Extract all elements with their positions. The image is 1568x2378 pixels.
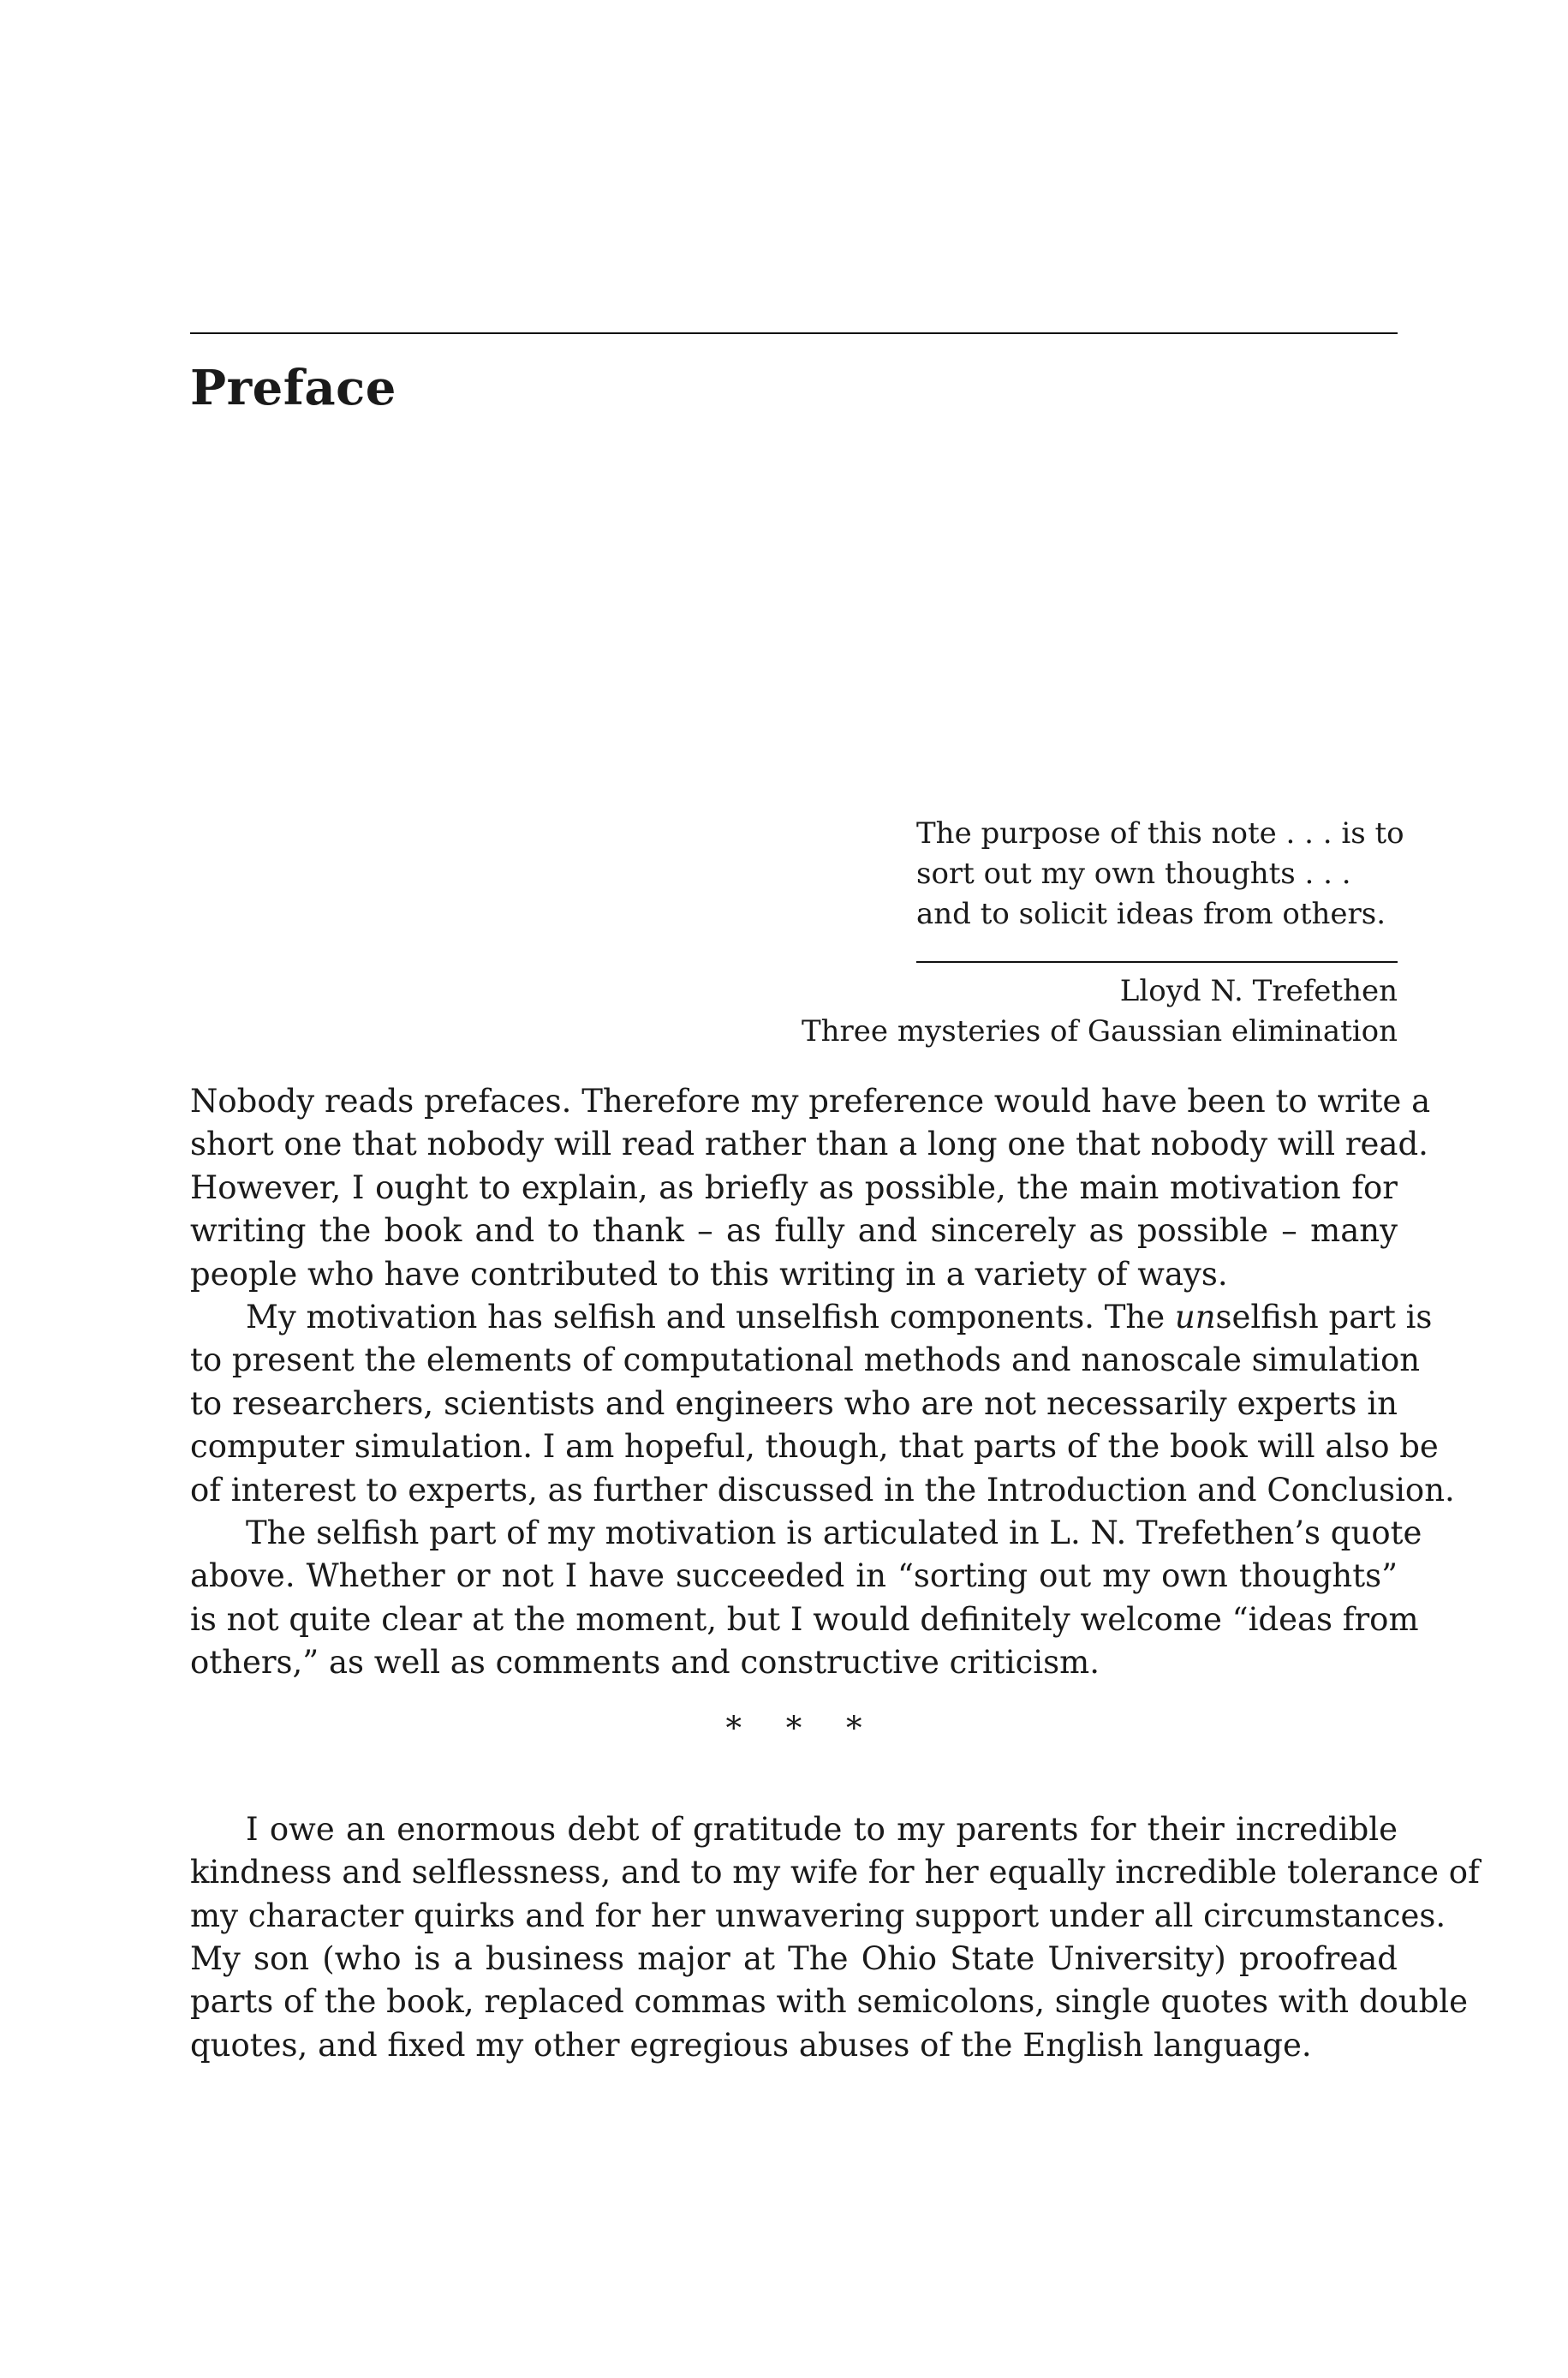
text-line: short one that nobody will read rather than a long one that nobody will read. (190, 1126, 1428, 1163)
section-separator: * * * (725, 1709, 862, 1747)
text-line: others,” as well as comments and constructive criticism. (190, 1644, 1100, 1682)
text-line: above. Whether or not I have succeeded in “sorting out my own thoughts” (190, 1557, 1398, 1595)
text-line: However, I ought to explain, as briefly as possible, the main motivation for (190, 1168, 1398, 1206)
acknowledgment-paragraph (190, 1808, 1480, 2067)
epigraph-quote (916, 814, 1404, 935)
paragraph (190, 1512, 1422, 1685)
epigraph-source: Three mysteries of Gaussian elimination (801, 1014, 1398, 1049)
text-line: I owe an enormous debt of gratitude to my parents for their incredible (246, 1810, 1398, 1848)
preface-body (190, 1080, 1480, 2067)
text-line: Nobody reads prefaces. Therefore my preference would have been to write a (190, 1083, 1431, 1120)
paragraph (190, 1296, 1455, 1512)
epigraph-attribution (798, 971, 1398, 1052)
text-line: computer simulation. I am hopeful, though, that parts of the book will also be (190, 1428, 1439, 1466)
text-line: parts of the book, replaced commas with semicolons, single quotes with double (190, 1983, 1469, 2021)
epigraph-line: sort out my own thoughts . . . (916, 857, 1351, 891)
chapter-title: Preface (190, 360, 396, 416)
epigraph (798, 814, 1404, 1052)
text-line: The selfish part of my motivation is articulated in L. N. Trefethen’s quote (246, 1515, 1422, 1552)
text-line: to present the elements of computational methods and nanoscale simulation (190, 1341, 1421, 1379)
text-line-emphasis: My motivation has selfish and unselfish components. The unselfish part is (246, 1299, 1433, 1336)
text-line: kindness and selflessness, and to my wife for her equally incredible tolerance of (190, 1854, 1480, 1891)
epigraph-line: and to solicit ideas from others. (916, 897, 1386, 931)
chapter-top-rule (190, 332, 1398, 334)
paragraph (190, 1080, 1431, 1296)
text-line: my character quirks and for her unwavering support under all circumstances. (190, 1897, 1446, 1934)
epigraph-line: The purpose of this note . . . is to (916, 816, 1404, 851)
text-line: My son (who is a business major at The Ohio State University) proofread (190, 1939, 1398, 1977)
text-line: people who have contributed to this writing in a variety of ways. (190, 1255, 1228, 1293)
epigraph-rule (916, 961, 1398, 963)
text-line: is not quite clear at the moment, but I would definitely welcome “ideas from (190, 1600, 1419, 1638)
text-line: writing the book and to thank – as fully and sincerely as possible – many (190, 1212, 1398, 1250)
text-line: of interest to experts, as further discussed in the Introduction and Conclusion. (190, 1471, 1455, 1509)
text-line: quotes, and fixed my other egregious abuses of the English language. (190, 2026, 1312, 2064)
epigraph-author: Lloyd N. Trefethen (1119, 974, 1398, 1008)
text-line: to researchers, scientists and engineers who are not necessarily experts in (190, 1384, 1398, 1422)
